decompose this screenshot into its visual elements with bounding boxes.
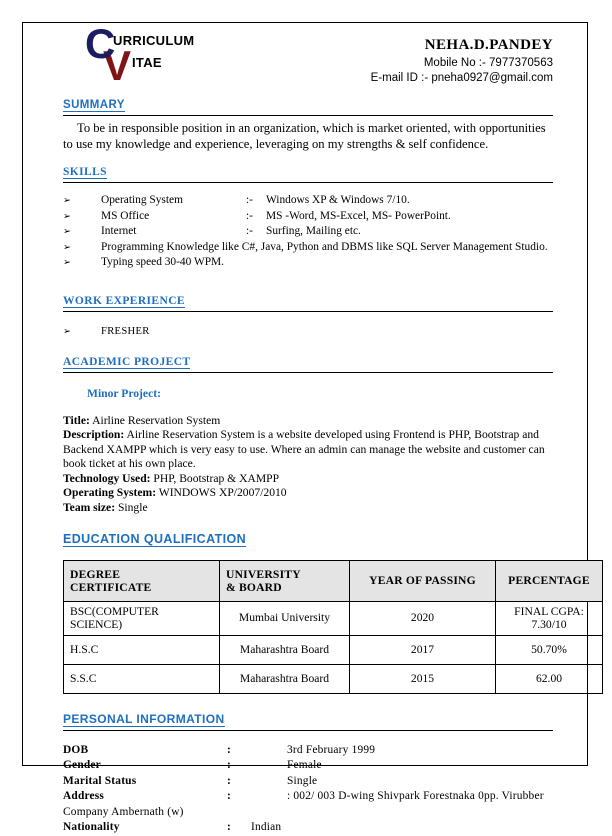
personal-info-label: DOB xyxy=(63,743,89,756)
personal-information-heading: PERSONAL INFORMATION xyxy=(63,711,225,726)
cell-percentage: 50.70% xyxy=(496,635,603,664)
personal-info-row-dob xyxy=(63,743,553,759)
project-field-label: Operating System: xyxy=(63,486,157,500)
project-field-label: Team size: xyxy=(63,501,116,515)
column-header-line: & BOARD xyxy=(226,580,282,594)
list-item xyxy=(63,209,553,225)
logo-letter-c: C xyxy=(85,20,116,67)
skill-label: Operating System xyxy=(101,194,183,206)
arrow-bullet-icon: ➢ xyxy=(63,195,71,206)
cell-year: 2017 xyxy=(350,635,496,664)
personal-info-label: Address xyxy=(63,790,105,803)
cell-university: Mumbai University xyxy=(220,601,350,635)
personal-info-value: Single xyxy=(287,774,318,787)
project-field-value: Airline Reservation System is a website developed using Frontend is PHP, Bootstrap and Backend XAMPP which is very easy to use. Where an admin can manage the website and customer can book ticket at his own place. xyxy=(63,428,545,471)
education-table xyxy=(63,560,603,694)
work-experience-item: FRESHER xyxy=(101,325,150,337)
curriculum-vitae-logo xyxy=(85,20,265,95)
cell-year: 2020 xyxy=(350,601,496,635)
personal-info-value: : 002/ 003 D-wing Shivpark Forestnaka 0pp. Virubber xyxy=(287,790,544,803)
skill-separator: :- xyxy=(246,194,253,206)
cell-degree: S.S.C xyxy=(64,664,220,693)
project-field-team-size xyxy=(63,501,553,516)
cell-percentage: 62.00 xyxy=(496,664,603,693)
personal-info-label: Gender xyxy=(63,759,101,772)
section-personal-information xyxy=(63,710,553,836)
column-header-line: YEAR OF PASSING xyxy=(369,574,476,588)
education-heading-wrap xyxy=(63,530,553,548)
skills-list xyxy=(63,193,553,271)
skill-text: Typing speed 30-40 WPM. xyxy=(101,256,225,268)
personal-info-colon: : xyxy=(227,743,231,756)
table-row xyxy=(64,635,603,664)
mobile-number: Mobile No :- 7977370563 xyxy=(423,57,553,69)
project-field-value: PHP, Bootstrap & XAMPP xyxy=(150,471,280,485)
skill-value: MS -Word, MS-Excel, MS- PowerPoint. xyxy=(266,209,451,222)
summary-text: To be in responsible position in an organization, which is market oriented, with opportunities to use my knowledge and experience, leveraging on my strengths & self confidence. xyxy=(63,121,546,151)
section-summary xyxy=(63,95,553,152)
personal-info-colon: : xyxy=(227,790,231,803)
skill-separator: :- xyxy=(246,225,253,237)
academic-project-divider xyxy=(63,372,553,373)
logo-letter-v: V xyxy=(103,42,132,89)
personal-info-row-marital-status xyxy=(63,774,553,790)
cell-year: 2015 xyxy=(350,664,496,693)
arrow-bullet-icon: ➢ xyxy=(63,325,72,337)
cell-percentage xyxy=(496,601,603,635)
project-field-value: Airline Reservation System xyxy=(89,413,221,427)
skills-divider xyxy=(63,182,553,183)
candidate-name: NEHA.D.PANDEY xyxy=(424,37,553,53)
project-field-description xyxy=(63,428,553,472)
academic-project-heading-wrap xyxy=(63,352,553,370)
skill-value: Windows XP & Windows 7/10. xyxy=(266,194,410,206)
personal-info-colon: : xyxy=(227,759,231,772)
personal-info-colon: : xyxy=(227,774,231,787)
cell-line: SCIENCE) xyxy=(70,618,123,632)
project-field-technology xyxy=(63,472,553,487)
project-field-title xyxy=(63,414,553,429)
section-education xyxy=(63,530,590,694)
personal-info-row-nationality xyxy=(63,820,553,836)
cell-university: Maharashtra Board xyxy=(220,635,350,664)
logo-text-curriculum: URRICULUM xyxy=(113,33,195,48)
column-header-university xyxy=(220,560,350,601)
personal-information-list xyxy=(63,743,553,836)
section-skills xyxy=(63,162,553,271)
arrow-bullet-icon: ➢ xyxy=(63,257,71,268)
education-table-body xyxy=(64,601,603,693)
personal-info-colon: : xyxy=(227,821,231,834)
academic-project-heading: ACADEMIC PROJECT xyxy=(63,355,191,368)
project-field-os xyxy=(63,486,553,501)
list-item xyxy=(63,324,553,339)
work-experience-heading: WORK EXPERIENCE xyxy=(63,294,185,307)
column-header-year xyxy=(350,560,496,601)
project-field-value: Single xyxy=(115,501,148,515)
column-header-degree xyxy=(64,560,220,601)
skills-heading-wrap xyxy=(63,162,553,180)
project-field-label: Technology Used: xyxy=(63,471,151,485)
project-field-label: Description: xyxy=(63,428,125,442)
arrow-bullet-icon: ➢ xyxy=(63,226,71,237)
personal-info-row-gender xyxy=(63,758,553,774)
arrow-bullet-icon: ➢ xyxy=(63,210,71,222)
cell-line: FINAL CGPA: xyxy=(514,604,584,618)
project-field-label: Title: xyxy=(63,413,90,427)
skill-label: MS Office xyxy=(101,209,150,222)
address-continuation: Company Ambernath (w) xyxy=(63,805,184,818)
section-work-experience xyxy=(63,291,553,339)
list-item xyxy=(63,240,553,256)
column-header-line: UNIVERSITY xyxy=(226,567,301,581)
list-item xyxy=(63,224,553,240)
personal-info-row-address xyxy=(63,789,553,805)
cell-university: Maharashtra Board xyxy=(220,664,350,693)
cell-degree xyxy=(64,601,220,635)
skill-label: Internet xyxy=(101,225,137,237)
cell-line: BSC(COMPUTER xyxy=(70,604,159,618)
section-academic-project xyxy=(63,352,553,516)
column-header-line: DEGREE xyxy=(70,567,121,581)
summary-divider xyxy=(63,115,553,116)
personal-info-value: Female xyxy=(287,759,322,772)
work-experience-divider xyxy=(63,311,553,312)
personal-info-label: Nationality xyxy=(63,821,120,834)
list-item xyxy=(63,193,553,209)
logo-text-vitae: ITAE xyxy=(132,55,162,70)
project-details xyxy=(63,414,553,516)
column-header-line: CERTIFICATE xyxy=(70,580,152,594)
arrow-bullet-icon: ➢ xyxy=(63,241,71,253)
skill-text: Programming Knowledge like C#, Java, Python and DBMS like SQL Server Management Studio. xyxy=(101,240,548,253)
personal-info-value: 3rd February 1999 xyxy=(287,743,376,756)
work-experience-heading-wrap xyxy=(63,291,553,309)
minor-project-subtitle: Minor Project: xyxy=(87,386,161,400)
education-heading: EDUCATION QUALIFICATION xyxy=(63,531,247,546)
cell-line: 7.30/10 xyxy=(531,618,567,632)
education-table-head xyxy=(64,560,603,601)
personal-info-label: Marital Status xyxy=(63,774,137,787)
skills-heading: SKILLS xyxy=(63,166,107,178)
summary-heading-wrap xyxy=(63,95,553,113)
cell-degree: H.S.C xyxy=(64,635,220,664)
contact-block xyxy=(293,37,553,86)
column-header-percentage xyxy=(496,560,603,601)
skill-separator: :- xyxy=(246,209,253,222)
resume-header xyxy=(63,20,553,95)
skill-value: Surfing, Mailing etc. xyxy=(266,225,361,237)
email-address: E-mail ID :- pneha0927@gmail.com xyxy=(370,72,553,84)
summary-heading: SUMMARY xyxy=(63,99,125,111)
personal-information-heading-wrap xyxy=(63,710,553,728)
column-header-line: PERCENTAGE xyxy=(508,574,590,588)
resume-content xyxy=(63,20,590,836)
table-row xyxy=(64,601,603,635)
page-border xyxy=(22,20,590,834)
list-item xyxy=(63,255,553,271)
personal-info-value: Indian xyxy=(251,821,282,834)
table-row xyxy=(64,664,603,693)
project-field-value: WINDOWS XP/2007/2010 xyxy=(156,486,287,500)
personal-information-divider xyxy=(63,730,553,731)
table-header-row xyxy=(64,560,603,601)
